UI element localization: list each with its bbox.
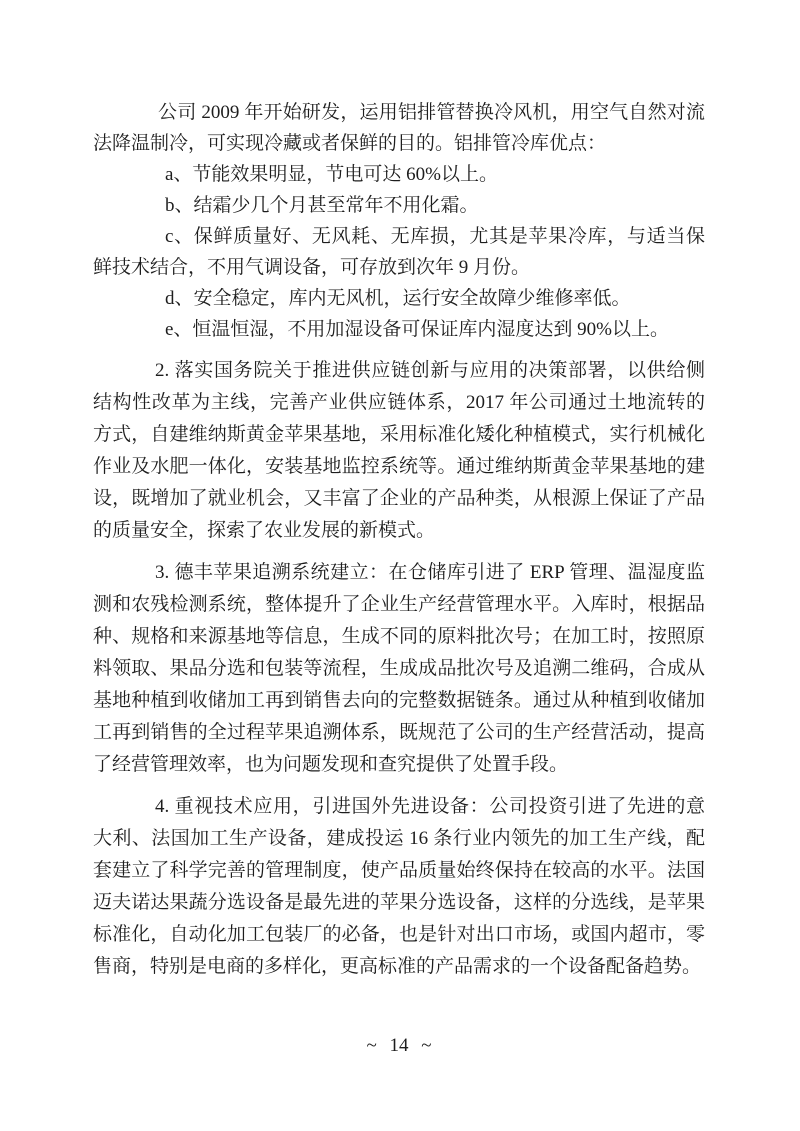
page-number: ~ 14 ~ [366, 1035, 432, 1056]
list-item-c: c、保鲜质量好、无风耗、无库损，尤其是苹果冷库，与适当保鲜技术结合，不用气调设备，可存放到次年 9 月份。 [93, 226, 705, 278]
list-item-b: b、结霜少几个月甚至常年不用化霜。 [165, 195, 479, 216]
paragraph-2: 2. 落实国务院关于推进供应链创新与应用的决策部署，以供给侧结构性改革为主线，完善产业供应链体系，2017 年公司通过土地流转的方式，自建维纳斯黄金苹果基地，采用标准化矮化种植模式，实行机械化作业及水肥一体化，安装基地监控系统等。通过维纳斯黄金苹果基地的建设，既增加了就业机会，又丰富了企业的产品种类，从根源上保证了产品的质量安全，探索了农业发展的新模式。 [93, 360, 705, 541]
paragraph-intro: 公司 2009 年开始研发，运用铝排管替换冷风机，用空气自然对流法降温制冷，可实现冷藏或者保鲜的目的。铝排管冷库优点： [93, 102, 705, 154]
list-item-d: d、安全稳定，库内无风机，运行安全故障少维修率低。 [165, 288, 631, 309]
paragraph-3: 3. 德丰苹果追溯系统建立：在仓储库引进了 ERP 管理、温湿度监测和农残检测系统，整体提升了企业生产经营管理水平。入库时，根据品种、规格和来源基地等信息，生成不同的原料批次号；在加工时，按照原料领取、果品分选和包装等流程，生成成品批次号及追溯二维码，合成从基地种植到收储加工再到销售去向的完整数据链条。通过从种植到收储加工再到销售的全过程苹果追溯体系，既规范了公司的生产经营活动，提高了经营管理效率，也为问题发现和查究提供了处置手段。 [93, 562, 705, 775]
list-item-a: a、节能效果明显，节电可达 60%以上。 [165, 164, 499, 185]
list-item-e: e、恒温恒湿，不用加湿设备可保证库内湿度达到 90%以上。 [165, 319, 670, 340]
paragraph-4: 4. 重视技术应用，引进国外先进设备：公司投资引进了先进的意大利、法国加工生产设备，建成投运 16 条行业内领先的加工生产线，配套建立了科学完善的管理制度，使产品质量始终保持在较高的水平。法国迈夫诺达果蔬分选设备是最先进的苹果分选设备，这样的分选线，是苹果标准化，自动化加工包装厂的必备，也是针对出口市场，或国内超市，零售商，特别是电商的多样化，更高标准的产品需求的一个设备配备趋势。 [93, 796, 705, 977]
